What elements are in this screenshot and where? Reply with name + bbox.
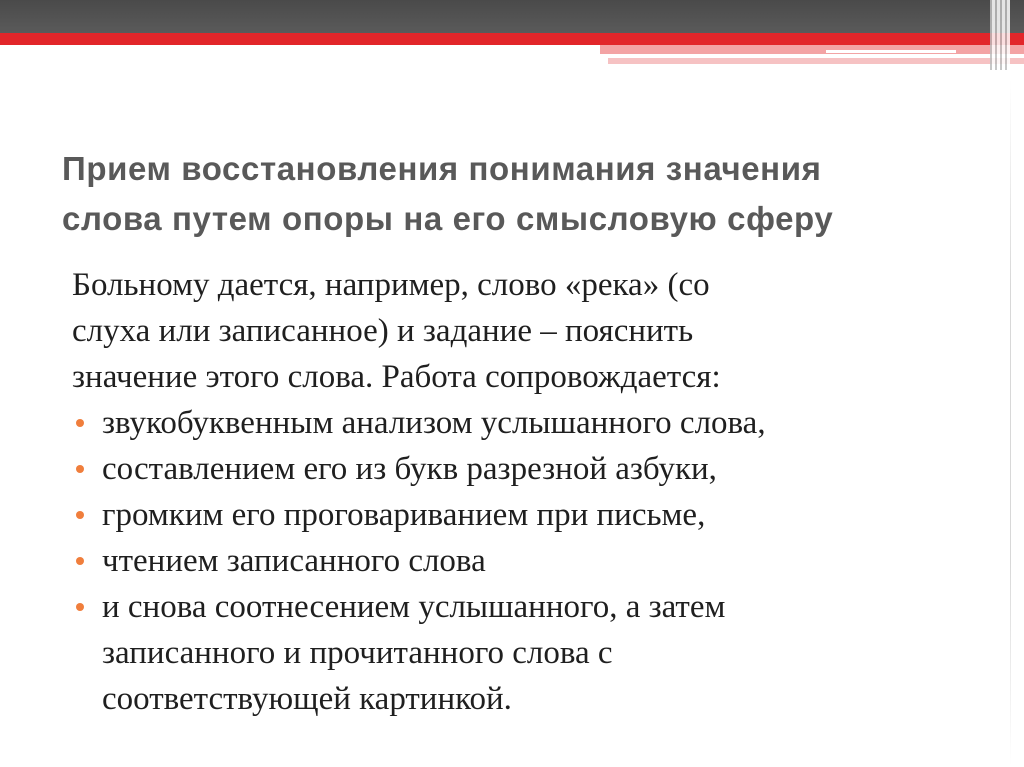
top-red-band xyxy=(0,33,1024,45)
list-item xyxy=(72,584,972,722)
bullet-text: чтением записанного слова xyxy=(102,543,486,579)
decor-pink-line xyxy=(600,45,1024,54)
bullet-text: и снова соотнесением услышанного, а затем xyxy=(102,589,726,625)
bullet-list xyxy=(72,400,972,722)
title-line: Прием восстановления понимания значения xyxy=(62,150,822,187)
bullet-dot-icon xyxy=(76,465,84,473)
bullet-dot-icon xyxy=(76,603,84,611)
bullet-dot-icon xyxy=(76,557,84,565)
list-item xyxy=(72,538,972,584)
bullet-text: записанного и прочитанного слова с xyxy=(102,635,613,671)
intro-paragraph xyxy=(72,262,972,400)
title-line: слова путем опоры на его смысловую сферу xyxy=(62,200,834,237)
slide-body xyxy=(72,262,972,722)
bullet-text: громким его проговариванием при письме, xyxy=(102,497,706,533)
slide-title xyxy=(62,144,962,244)
right-divider-line xyxy=(1010,80,1011,767)
decor-vertical-stripes xyxy=(990,0,1010,70)
top-dark-band xyxy=(0,0,1024,33)
intro-line: Больному дается, например, слово «река» (со xyxy=(72,267,710,303)
decor-white-notch xyxy=(826,50,956,53)
intro-line: слуха или записанное) и задание – пояснить xyxy=(72,313,694,349)
bullet-text: соответствующей картинкой. xyxy=(102,681,512,717)
bullet-text: звукобуквенным анализом услышанного слова, xyxy=(102,405,766,441)
list-item xyxy=(72,492,972,538)
bullet-text: составлением его из букв разрезной азбуки, xyxy=(102,451,717,487)
intro-line: значение этого слова. Работа сопровождается: xyxy=(72,359,721,395)
bullet-dot-icon xyxy=(76,419,84,427)
list-item xyxy=(72,446,972,492)
bullet-dot-icon xyxy=(76,511,84,519)
decor-pink-line-light xyxy=(608,58,1024,64)
list-item xyxy=(72,400,972,446)
